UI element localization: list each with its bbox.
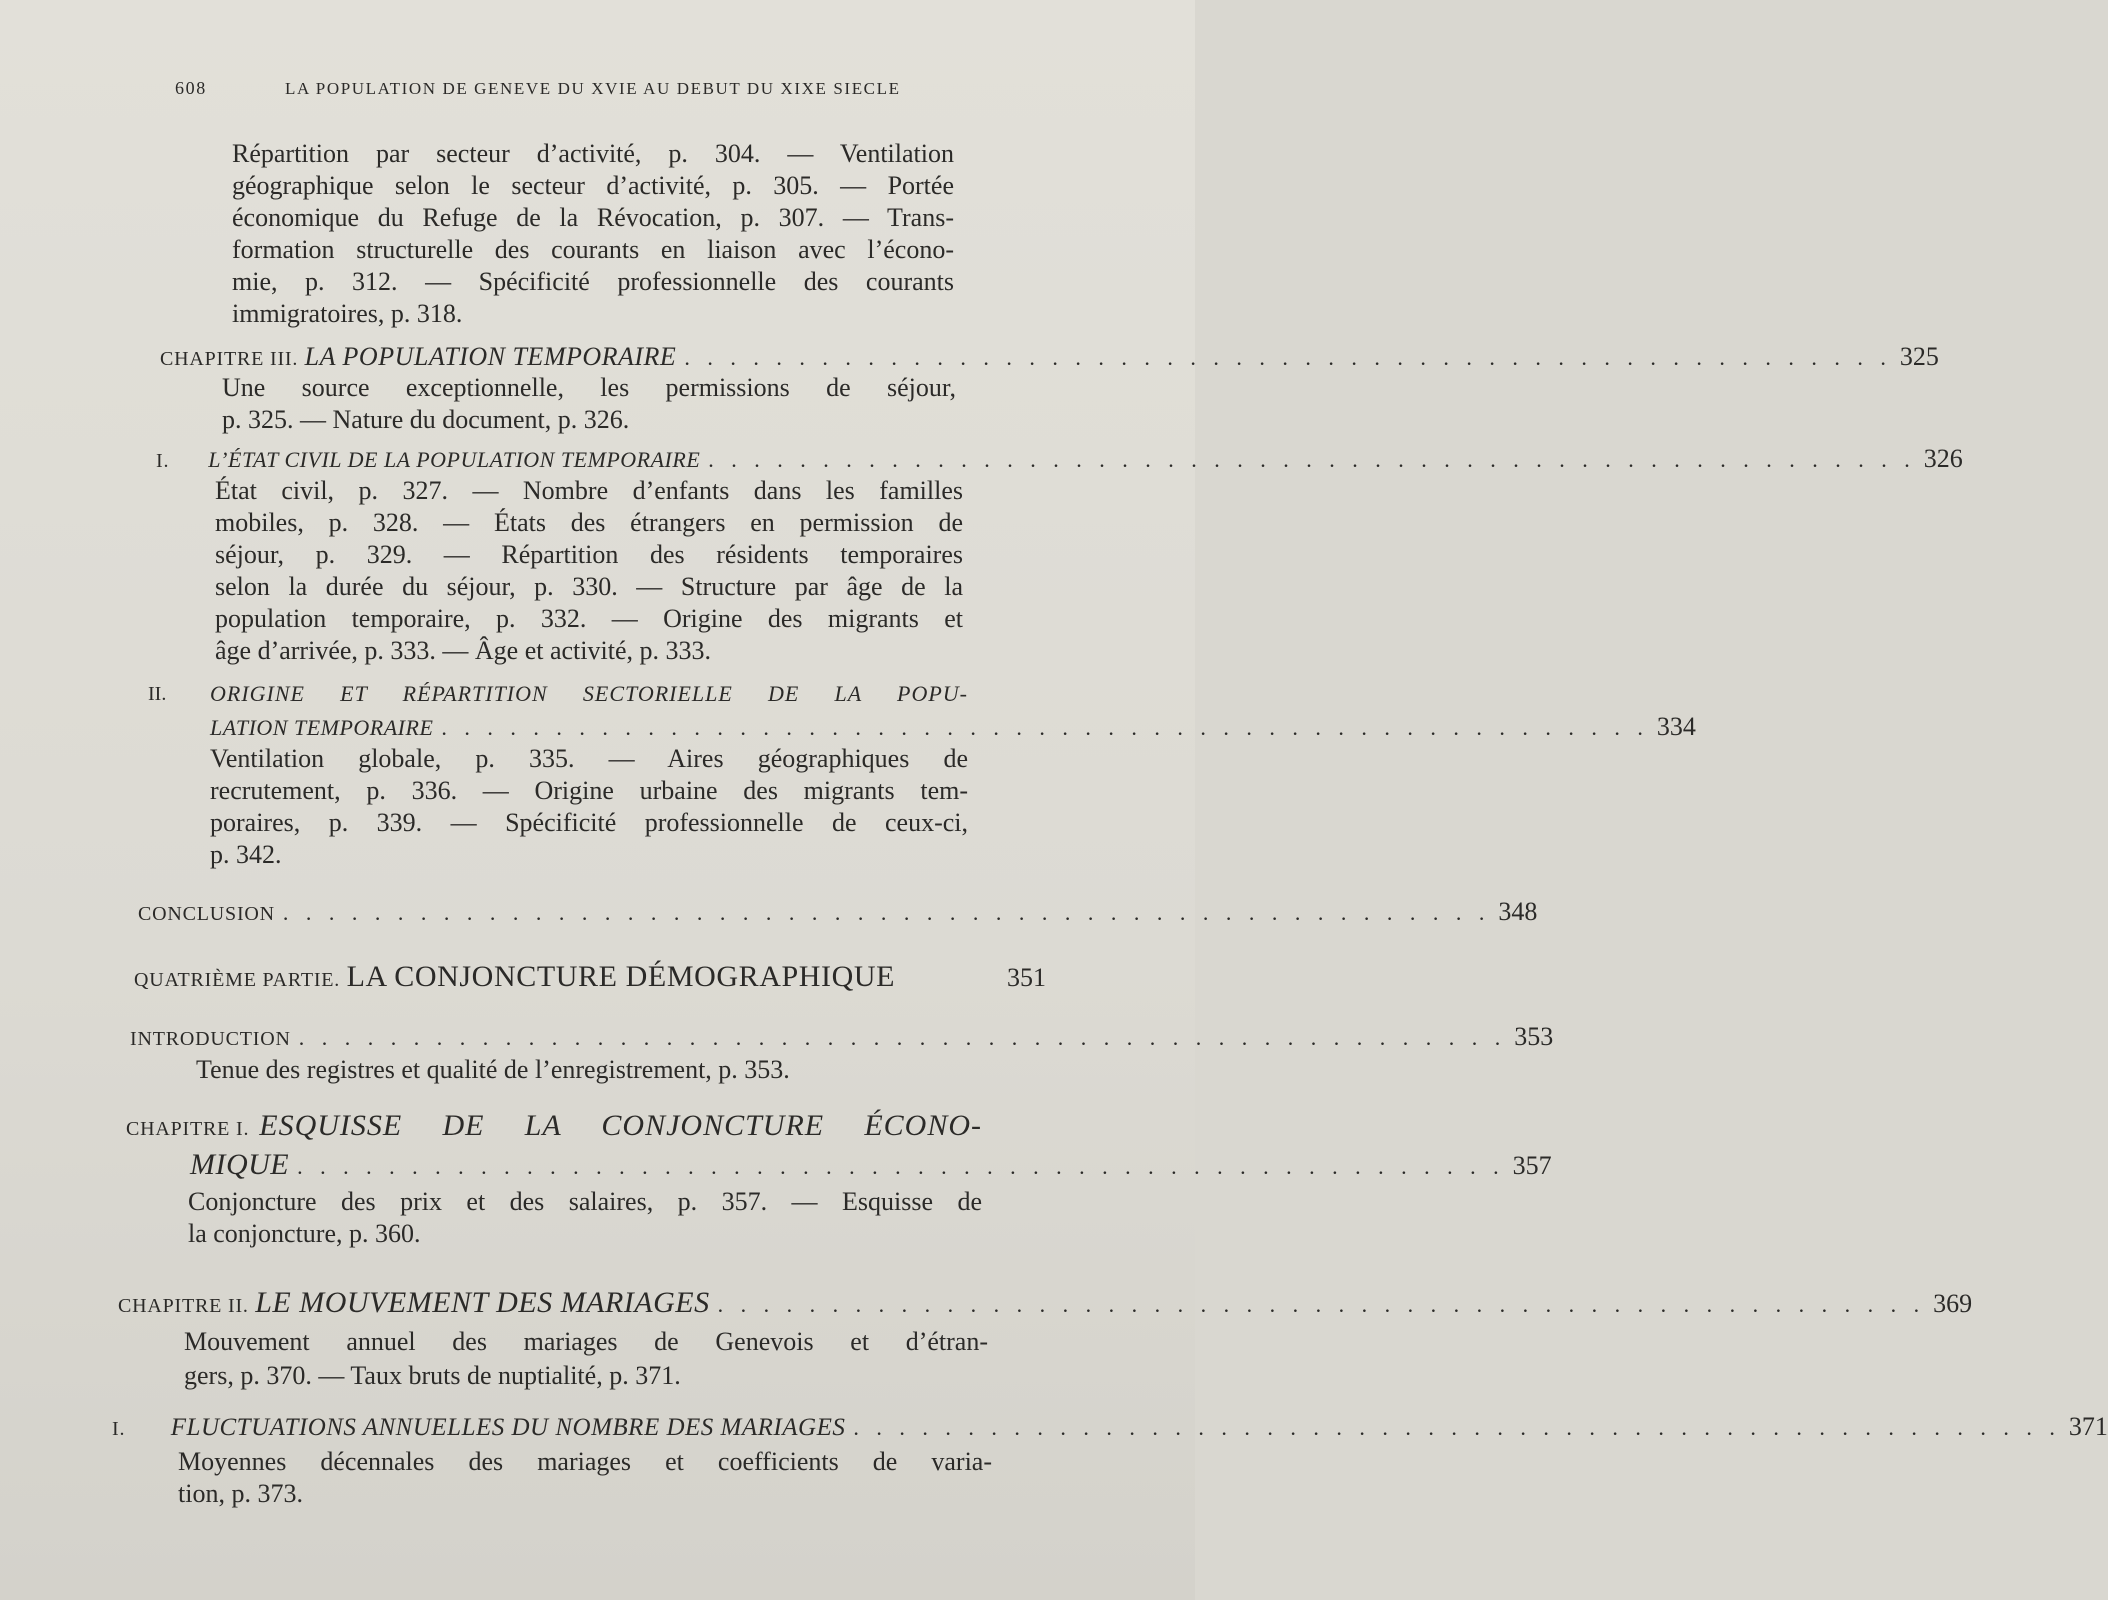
entry-page-number: 348 xyxy=(1498,897,1538,926)
entry-title: L’ÉTAT CIVIL DE LA POPULATION TEMPORAIRE xyxy=(208,447,701,472)
entry-title-continued: LATION TEMPORAIRE xyxy=(210,715,434,740)
desc-line: Moyennes décennales des mariages et coefficients de varia- xyxy=(178,1447,992,1476)
entry-page-number: 334 xyxy=(1656,712,1696,741)
desc-line: selon la durée du séjour, p. 330. — Structure par âge de la xyxy=(215,572,963,601)
entry-label: INTRODUCTION xyxy=(130,1028,291,1050)
desc-line: État civil, p. 327. — Nombre d’enfants dans les familles xyxy=(215,476,963,505)
entry-page-number: 351 xyxy=(1007,963,1046,992)
entry-page-number: 326 xyxy=(1923,444,1963,473)
desc-line: la conjoncture, p. 360. xyxy=(188,1219,421,1248)
entry-title: ORIGINE ET RÉPARTITION SECTORIELLE DE LA POPU- xyxy=(210,681,968,706)
desc-line: mie, p. 312. — Spécificité professionnelle des courants xyxy=(232,267,954,296)
desc-line: formation structurelle des courants en liaison avec l’écono- xyxy=(232,235,954,264)
toc-entry-partie-4 xyxy=(134,960,1046,997)
page-header xyxy=(175,78,1035,99)
desc-line: p. 342. xyxy=(210,840,282,869)
entry-label: CONCLUSION xyxy=(138,903,275,925)
desc-line: Conjoncture des prix et des salaires, p. 357. — Esquisse de xyxy=(188,1187,982,1216)
toc-entry-conclusion xyxy=(138,895,1538,931)
toc-entry-chapitre-1 xyxy=(190,1148,1552,1184)
entry-page-number: 371 xyxy=(2068,1412,2108,1441)
leader-dots: . . . . . . . . . . . . . . . . . . . . . . . . . . . . . . . . . . . . . . . . . . . . . . . . . . . . . xyxy=(853,1415,2061,1440)
leader-dots: . . . . . . . . . . . . . . . . . . . . . . . . . . . . . . . . . . . . . . . . . . . . . . . . . . . . . xyxy=(282,900,1491,925)
desc-line: géographique selon le secteur d’activité, p. 305. — Portée xyxy=(232,171,954,200)
entry-prefix: QUATRIÈME PARTIE. xyxy=(134,969,341,991)
entry-prefix: CHAPITRE I. xyxy=(126,1118,250,1140)
page-number: 608 xyxy=(175,78,207,98)
toc-entry-section-2 xyxy=(210,710,1696,745)
desc-line: Ventilation globale, p. 335. — Aires géographiques de xyxy=(210,744,968,773)
entry-prefix: I. xyxy=(156,450,170,472)
desc-line: tion, p. 373. xyxy=(178,1479,303,1508)
desc-line: gers, p. 370. — Taux bruts de nuptialité, p. 371. xyxy=(184,1361,681,1390)
leader-dots: . . . . . . . . . . . . . . . . . . . . . . . . . . . . . . . . . . . . . . . . . . . . . . . . . . . . . xyxy=(297,1154,1505,1179)
entry-page-number: 369 xyxy=(1933,1289,1973,1318)
entry-prefix: CHAPITRE II. xyxy=(118,1295,249,1317)
desc-line: économique du Refuge de la Révocation, p. 307. — Trans- xyxy=(232,203,954,232)
desc-line: Mouvement annuel des mariages de Genevois et d’étran- xyxy=(184,1327,988,1356)
toc-entry-section-mariages xyxy=(112,1410,2108,1446)
entry-prefix: II. xyxy=(148,683,167,705)
entry-title-continued: MIQUE xyxy=(190,1148,290,1181)
entry-title: LA CONJONCTURE DÉMOGRAPHIQUE xyxy=(346,960,896,993)
entry-title: ESQUISSE DE LA CONJONCTURE ÉCONO- xyxy=(259,1109,982,1142)
desc-line: séjour, p. 329. — Répartition des résidents temporaires xyxy=(215,540,963,569)
toc-entry-introduction xyxy=(130,1020,1554,1056)
toc-entry-chapitre-3 xyxy=(160,340,1939,376)
entry-prefix: CHAPITRE III. xyxy=(160,348,299,370)
desc-line: Répartition par secteur d’activité, p. 304. — Ventilation xyxy=(232,139,954,168)
desc-line: immigratoires, p. 318. xyxy=(232,299,463,328)
entry-prefix: I. xyxy=(112,1418,126,1440)
desc-line: mobiles, p. 328. — États des étrangers en permission de xyxy=(215,508,963,537)
entry-page-number: 357 xyxy=(1512,1151,1552,1180)
entry-page-number: 353 xyxy=(1514,1022,1554,1051)
desc-line: poraires, p. 339. — Spécificité professionnelle de ceux-ci, xyxy=(210,808,968,837)
desc-line: p. 325. — Nature du document, p. 326. xyxy=(222,405,630,434)
toc-entry-chapitre-1-title xyxy=(126,1110,982,1145)
desc-line: Une source exceptionnelle, les permissions de séjour, xyxy=(222,373,956,402)
leader-dots: . . . . . . . . . . . . . . . . . . . . . . . . . . . . . . . . . . . . . . . . . . . . . . . . . . . . . xyxy=(441,715,1649,740)
entry-title: FLUCTUATIONS ANNUELLES DU NOMBRE DES MARIAGES xyxy=(170,1414,846,1441)
leader-dots: . . . . . . . . . . . . . . . . . . . . . . . . . . . . . . . . . . . . . . . . . . . . . . . . . . . . . xyxy=(298,1025,1507,1050)
entry-title: LE MOUVEMENT DES MARIAGES xyxy=(255,1286,710,1319)
entry-page-number: 325 xyxy=(1899,342,1939,371)
leader-dots: . . . . . . . . . . . . . . . . . . . . . . . . . . . . . . . . . . . . . . . . . . . . . . . . . . . . . xyxy=(684,345,1892,370)
desc-line: âge d’arrivée, p. 333. — Âge et activité, p. 333. xyxy=(215,636,711,665)
desc-line: Tenue des registres et qualité de l’enregistrement, p. 353. xyxy=(196,1055,790,1084)
toc-entry-chapitre-2 xyxy=(118,1286,1973,1323)
leader-dots: . . . . . . . . . . . . . . . . . . . . . . . . . . . . . . . . . . . . . . . . . . . . . . . . . . . . . xyxy=(717,1292,1926,1317)
running-title: LA POPULATION DE GENEVE DU XVIE AU DEBUT DU XIXE SIECLE xyxy=(285,79,901,98)
toc-entry-section-1 xyxy=(156,442,1963,478)
toc-entry-section-2-title xyxy=(148,678,968,710)
desc-line: population temporaire, p. 332. — Origine des migrants et xyxy=(215,604,963,633)
entry-title: LA POPULATION TEMPORAIRE xyxy=(304,342,677,371)
leader-dots: . . . . . . . . . . . . . . . . . . . . . . . . . . . . . . . . . . . . . . . . . . . . . . . . . . . . . xyxy=(708,447,1916,472)
desc-line: recrutement, p. 336. — Origine urbaine des migrants tem- xyxy=(210,776,968,805)
